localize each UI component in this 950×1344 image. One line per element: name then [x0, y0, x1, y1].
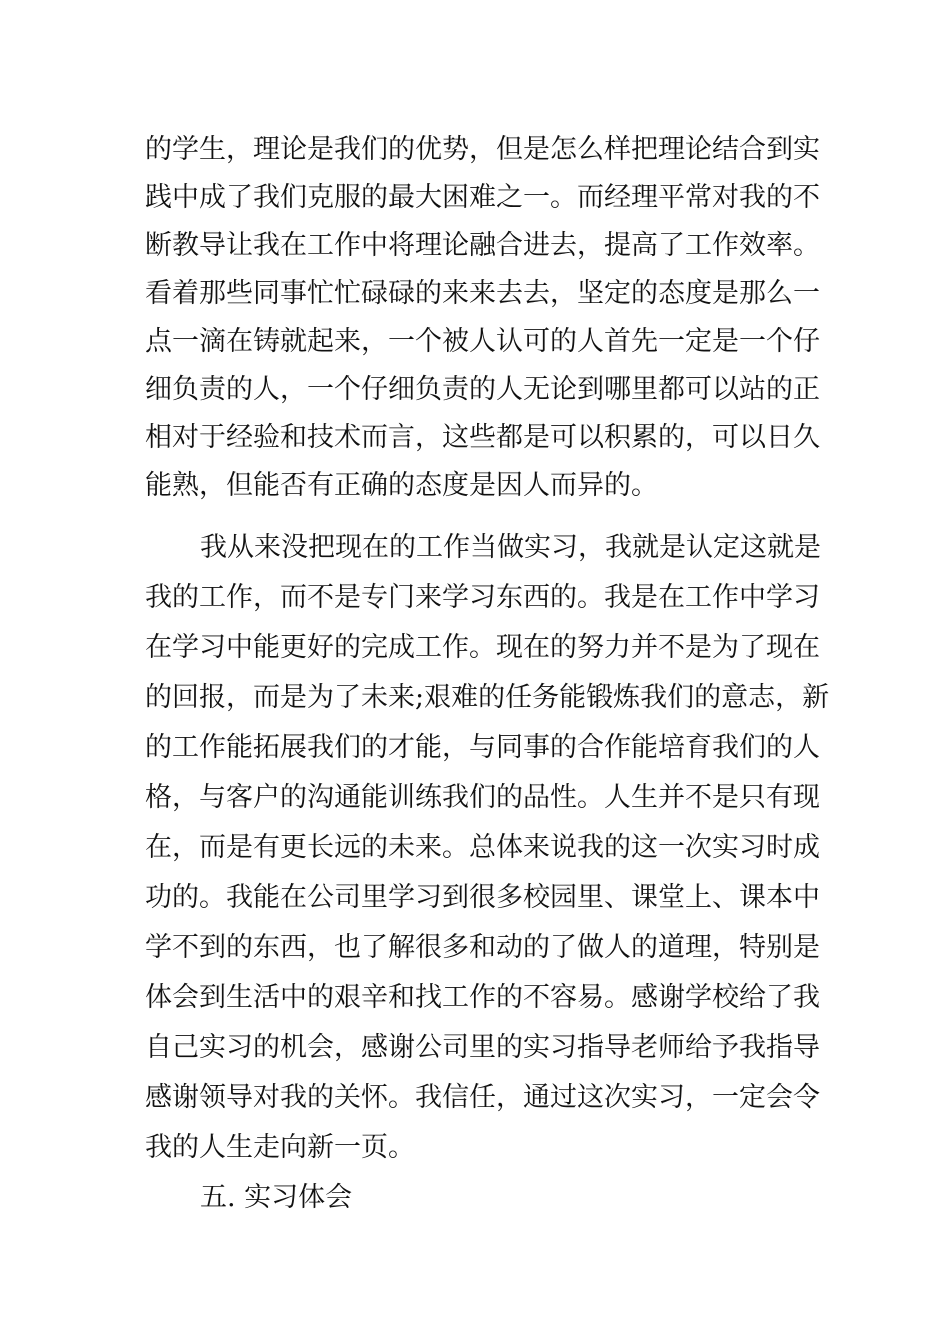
body-line-20: 感谢领导对我的关怀。我信任，通过这次实习，一定会令 — [145, 1082, 820, 1113]
body-line-17: 学不到的东西，也了解很多和动的了做人的道理，特别是 — [145, 932, 820, 963]
body-line-15: 在，而是有更长远的未来。总体来说我的这一次实习时成 — [145, 832, 820, 863]
body-line-14: 格，与客户的沟通能训练我们的品性。人生并不是只有现 — [145, 782, 820, 813]
section-heading: 五. 实习体会 — [200, 1182, 353, 1213]
body-line-7: 相对于经验和技术而言，这些都是可以积累的，可以日久 — [145, 422, 820, 453]
body-line-11: 在学习中能更好的完成工作。现在的努力并不是为了现在 — [145, 632, 820, 663]
body-line-6: 细负责的人，一个仔细负责的人无论到哪里都可以站的正 — [145, 374, 820, 405]
body-line-8: 能熟，但能否有正确的态度是因人而异的。 — [145, 470, 658, 501]
body-line-16: 功的。我能在公司里学习到很多校园里、课堂上、课本中 — [145, 882, 820, 913]
body-line-12: 的回报，而是为了未来;艰难的任务能锻炼我们的意志，新 — [145, 682, 830, 713]
body-line-5: 点一滴在铸就起来，一个被人认可的人首先一定是一个仔 — [145, 326, 820, 357]
body-line-19: 自己实习的机会，感谢公司里的实习指导老师给予我指导 — [145, 1032, 820, 1063]
body-line-2: 践中成了我们克服的最大困难之一。而经理平常对我的不 — [145, 182, 820, 213]
body-line-1: 的学生，理论是我们的优势，但是怎么样把理论结合到实 — [145, 134, 820, 165]
body-line-18: 体会到生活中的艰辛和找工作的不容易。感谢学校给了我 — [145, 982, 820, 1013]
body-line-21: 我的人生走向新一页。 — [145, 1132, 415, 1163]
body-line-3: 断教导让我在工作中将理论融合进去，提高了工作效率。 — [145, 230, 820, 261]
body-line-10: 我的工作，而不是专门来学习东西的。我是在工作中学习 — [145, 582, 820, 613]
body-line-4: 看着那些同事忙忙碌碌的来来去去，坚定的态度是那么一 — [145, 278, 820, 309]
body-line-9: 我从来没把现在的工作当做实习，我就是认定这就是 — [200, 532, 821, 563]
body-line-13: 的工作能拓展我们的才能，与同事的合作能培育我们的人 — [145, 732, 820, 763]
